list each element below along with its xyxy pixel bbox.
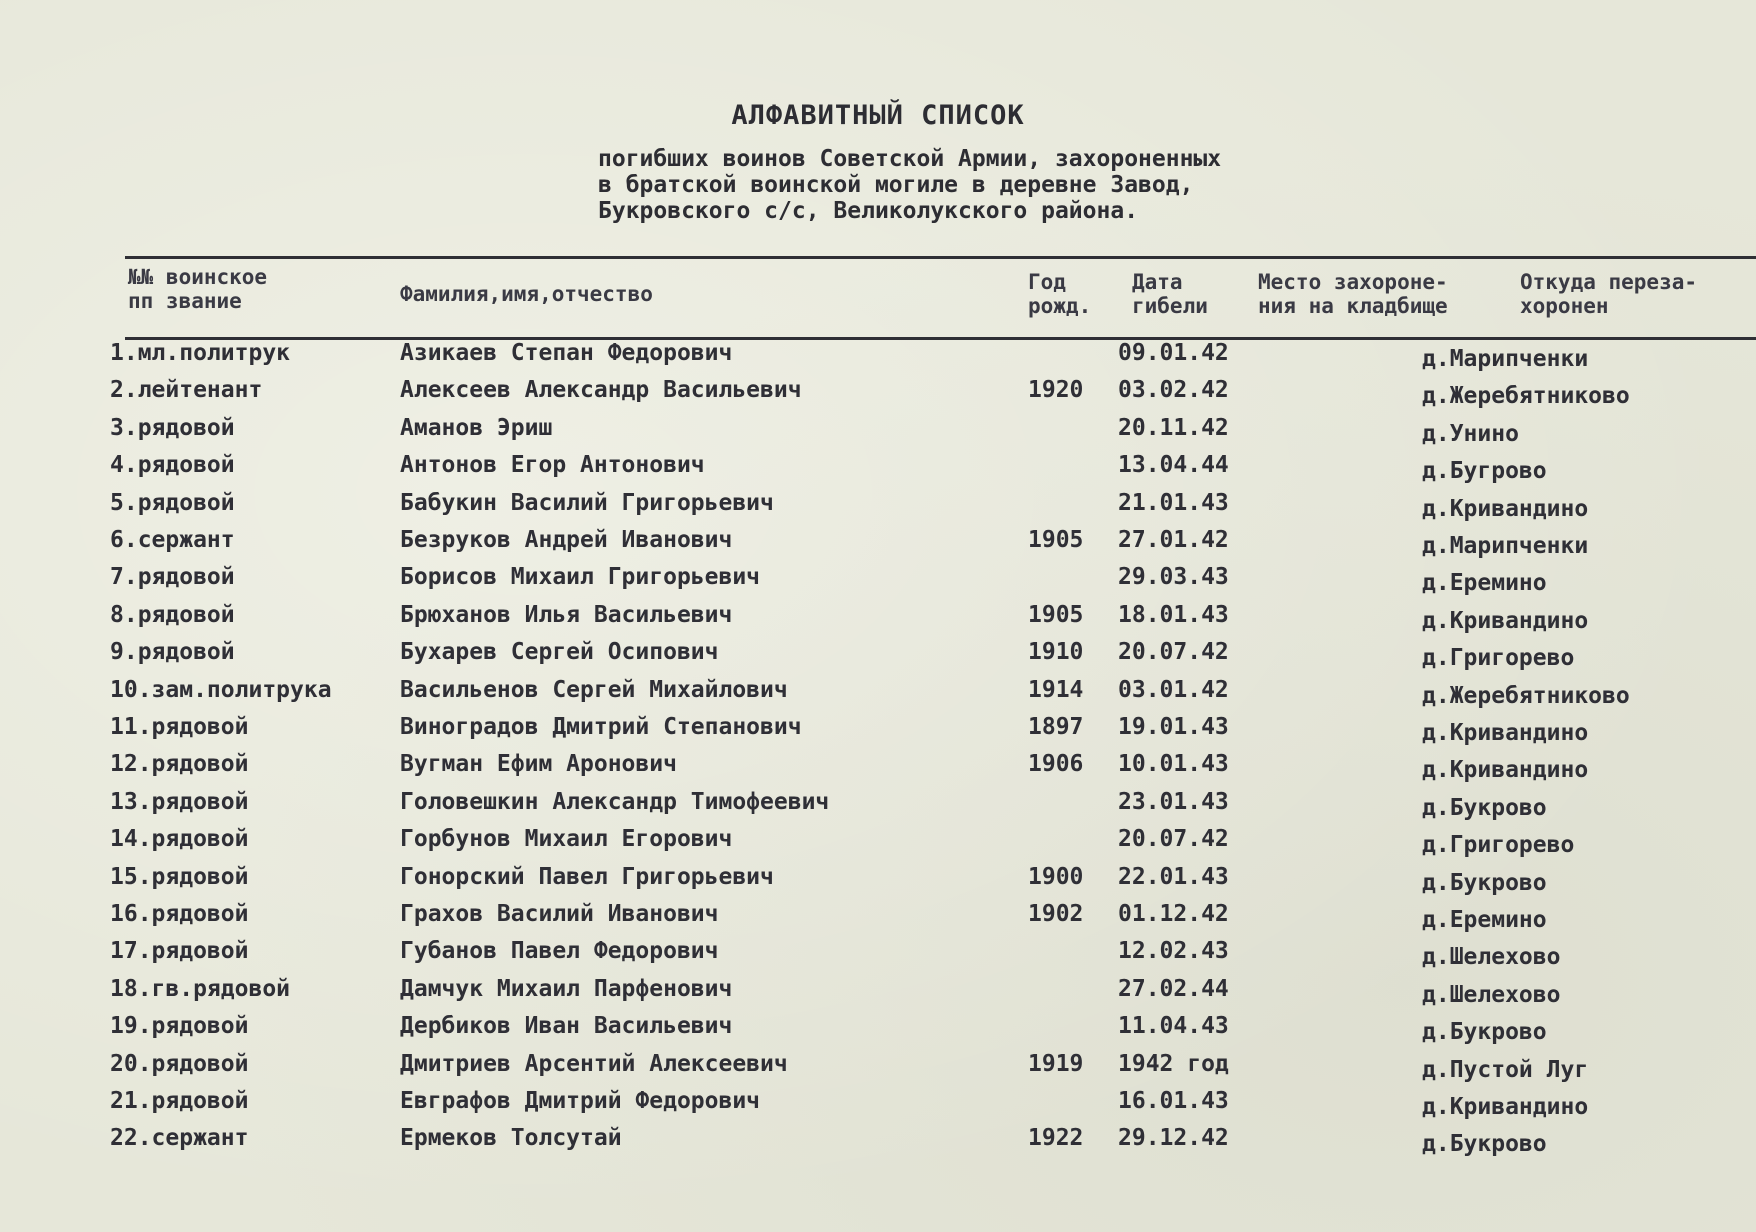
row-birth-year: 1922 xyxy=(1028,1125,1084,1151)
row-rank: 5.рядовой xyxy=(110,490,235,516)
row-rank: 21.рядовой xyxy=(110,1088,249,1114)
row-death-date: 13.04.44 xyxy=(1118,452,1229,478)
table-row xyxy=(0,564,1756,596)
row-rank: 9.рядовой xyxy=(110,639,235,665)
table-row xyxy=(0,976,1756,1008)
row-name: Головешкин Александр Тимофеевич xyxy=(400,789,830,815)
row-rank: 15.рядовой xyxy=(110,864,249,890)
row-name: Виноградов Дмитрий Степанович xyxy=(400,714,802,740)
row-reburied-from: д.Еремино xyxy=(1422,570,1547,596)
row-rank: 17.рядовой xyxy=(110,938,249,964)
table-row xyxy=(0,1125,1756,1157)
header-line: Дата xyxy=(1132,270,1183,294)
row-name: Бабукин Василий Григорьевич xyxy=(400,490,774,516)
document-title: АЛФАВИТНЫЙ СПИСОК xyxy=(731,100,1025,131)
row-name: Евграфов Дмитрий Федорович xyxy=(400,1088,761,1114)
row-reburied-from: д.Григорево xyxy=(1422,645,1575,671)
row-death-date: 29.12.42 xyxy=(1118,1125,1229,1151)
row-name: Вугман Ефим Аронович xyxy=(400,751,677,777)
row-name: Васильенов Сергей Михайлович xyxy=(400,677,788,703)
document-subtitle xyxy=(598,146,1358,224)
header-line: Год xyxy=(1028,270,1066,294)
row-death-date: 20.11.42 xyxy=(1118,415,1229,441)
header-burial-place xyxy=(1258,270,1448,318)
row-reburied-from: д.Жеребятниково xyxy=(1422,683,1630,709)
row-reburied-from: д.Букрово xyxy=(1422,1019,1547,1045)
row-death-date: 20.07.42 xyxy=(1118,639,1229,665)
table-row xyxy=(0,751,1756,783)
header-name: Фамилия,имя,отчество xyxy=(400,282,653,306)
header-num-rank xyxy=(128,265,267,313)
row-name: Алексеев Александр Васильевич xyxy=(400,377,802,403)
table-row xyxy=(0,415,1756,447)
table-row xyxy=(0,1013,1756,1045)
row-birth-year: 1914 xyxy=(1028,677,1084,703)
table-row xyxy=(0,639,1756,671)
row-reburied-from: д.Шелехово xyxy=(1422,982,1561,1008)
row-death-date: 20.07.42 xyxy=(1118,826,1229,852)
row-name: Горбунов Михаил Егорович xyxy=(400,826,733,852)
row-rank: 11.рядовой xyxy=(110,714,249,740)
row-birth-year: 1900 xyxy=(1028,864,1084,890)
row-death-date: 22.01.43 xyxy=(1118,864,1229,890)
row-death-date: 03.01.42 xyxy=(1118,677,1229,703)
row-reburied-from: д.Шелехово xyxy=(1422,944,1561,970)
table-row xyxy=(0,901,1756,933)
row-death-date: 27.02.44 xyxy=(1118,976,1229,1002)
subtitle-line: Букровского с/с, Великолукского района. xyxy=(598,198,1139,224)
row-name: Грахов Василий Иванович xyxy=(400,901,719,927)
table-row xyxy=(0,714,1756,746)
header-line: хоронен xyxy=(1520,294,1609,318)
row-name: Дербиков Иван Васильевич xyxy=(400,1013,733,1039)
row-reburied-from: д.Кривандино xyxy=(1422,720,1589,746)
row-reburied-from: д.Еремино xyxy=(1422,907,1547,933)
header-line: ния на кладбище xyxy=(1258,294,1448,318)
row-death-date: 23.01.43 xyxy=(1118,789,1229,815)
row-rank: 19.рядовой xyxy=(110,1013,249,1039)
table-row xyxy=(0,677,1756,709)
table-row xyxy=(0,452,1756,484)
row-name: Губанов Павел Федорович xyxy=(400,938,719,964)
row-birth-year: 1902 xyxy=(1028,901,1084,927)
header-line: Место захороне- xyxy=(1258,270,1448,294)
header-line: №№ воинское xyxy=(128,265,268,289)
row-reburied-from: д.Букрово xyxy=(1422,1131,1547,1157)
header-line: гибели xyxy=(1132,294,1208,318)
row-reburied-from: д.Кривандино xyxy=(1422,1094,1589,1120)
row-name: Антонов Егор Антонович xyxy=(400,452,705,478)
row-reburied-from: д.Букрово xyxy=(1422,870,1547,896)
row-reburied-from: д.Пустой Луг xyxy=(1422,1057,1589,1083)
row-reburied-from: д.Жеребятниково xyxy=(1422,383,1630,409)
row-birth-year: 1906 xyxy=(1028,751,1084,777)
row-death-date: 19.01.43 xyxy=(1118,714,1229,740)
row-name: Борисов Михаил Григорьевич xyxy=(400,564,761,590)
row-name: Безруков Андрей Иванович xyxy=(400,527,733,553)
row-name: Дмитриев Арсентий Алексеевич xyxy=(400,1051,788,1077)
table-row xyxy=(0,377,1756,409)
row-name: Брюханов Илья Васильевич xyxy=(400,602,733,628)
row-rank: 14.рядовой xyxy=(110,826,249,852)
row-reburied-from: д.Бугрово xyxy=(1422,458,1547,484)
row-birth-year: 1905 xyxy=(1028,527,1084,553)
row-death-date: 03.02.42 xyxy=(1118,377,1229,403)
subtitle-line: в братской воинской могиле в деревне Завод, xyxy=(598,172,1194,198)
row-reburied-from: д.Букрово xyxy=(1422,795,1547,821)
table-row xyxy=(0,1051,1756,1083)
row-name: Аманов Эриш xyxy=(400,415,553,441)
row-death-date: 16.01.43 xyxy=(1118,1088,1229,1114)
row-rank: 12.рядовой xyxy=(110,751,249,777)
row-birth-year: 1920 xyxy=(1028,377,1084,403)
row-rank: 18.гв.рядовой xyxy=(110,976,291,1002)
row-rank: 16.рядовой xyxy=(110,901,249,927)
row-rank: 3.рядовой xyxy=(110,415,235,441)
table-row xyxy=(0,864,1756,896)
row-birth-year: 1910 xyxy=(1028,639,1084,665)
row-name: Гонорский Павел Григорьевич xyxy=(400,864,774,890)
header-line: рожд. xyxy=(1028,294,1092,318)
row-name: Бухарев Сергей Осипович xyxy=(400,639,719,665)
table-row xyxy=(0,938,1756,970)
row-death-date: 27.01.42 xyxy=(1118,527,1229,553)
row-rank: 8.рядовой xyxy=(110,602,235,628)
table-row xyxy=(0,789,1756,821)
row-rank: 4.рядовой xyxy=(110,452,235,478)
row-death-date: 21.01.43 xyxy=(1118,490,1229,516)
row-rank: 2.лейтенант xyxy=(110,377,263,403)
row-reburied-from: д.Кривандино xyxy=(1422,608,1589,634)
row-rank: 22.сержант xyxy=(110,1125,249,1151)
row-death-date: 29.03.43 xyxy=(1118,564,1229,590)
row-death-date: 12.02.43 xyxy=(1118,938,1229,964)
table-row xyxy=(0,1088,1756,1120)
row-rank: 20.рядовой xyxy=(110,1051,249,1077)
row-reburied-from: д.Унино xyxy=(1422,421,1519,447)
row-name: Ермеков Толсутай xyxy=(400,1125,622,1151)
row-reburied-from: д.Марипченки xyxy=(1422,346,1589,372)
header-death-date xyxy=(1132,270,1208,318)
row-rank: 13.рядовой xyxy=(110,789,249,815)
row-death-date: 18.01.43 xyxy=(1118,602,1229,628)
table-top-rule xyxy=(125,256,1756,259)
row-birth-year: 1919 xyxy=(1028,1051,1084,1077)
row-reburied-from: д.Григорево xyxy=(1422,832,1575,858)
row-birth-year: 1897 xyxy=(1028,714,1084,740)
row-death-date: 11.04.43 xyxy=(1118,1013,1229,1039)
header-reburied-from xyxy=(1520,270,1697,318)
header-line: пп звание xyxy=(128,289,242,313)
row-rank: 10.зам.политрука xyxy=(110,677,332,703)
table-row xyxy=(0,490,1756,522)
row-death-date: 01.12.42 xyxy=(1118,901,1229,927)
row-reburied-from: д.Марипченки xyxy=(1422,533,1589,559)
row-rank: 6.сержант xyxy=(110,527,235,553)
subtitle-line: погибших воинов Советской Армии, захороненных xyxy=(598,146,1222,172)
row-name: Азикаев Степан Федорович xyxy=(400,340,733,366)
row-rank: 7.рядовой xyxy=(110,564,235,590)
table-row xyxy=(0,602,1756,634)
row-rank: 1.мл.политрук xyxy=(110,340,291,366)
row-name: Дамчук Михаил Парфенович xyxy=(400,976,733,1002)
row-reburied-from: д.Кривандино xyxy=(1422,496,1589,522)
row-death-date: 10.01.43 xyxy=(1118,751,1229,777)
header-year xyxy=(1028,270,1091,318)
table-row xyxy=(0,527,1756,559)
header-line: Откуда переза- xyxy=(1520,270,1698,294)
row-reburied-from: д.Кривандино xyxy=(1422,757,1589,783)
table-row xyxy=(0,826,1756,858)
row-birth-year: 1905 xyxy=(1028,602,1084,628)
table-row xyxy=(0,340,1756,372)
row-death-date: 09.01.42 xyxy=(1118,340,1229,366)
row-death-date: 1942 год xyxy=(1118,1051,1229,1077)
